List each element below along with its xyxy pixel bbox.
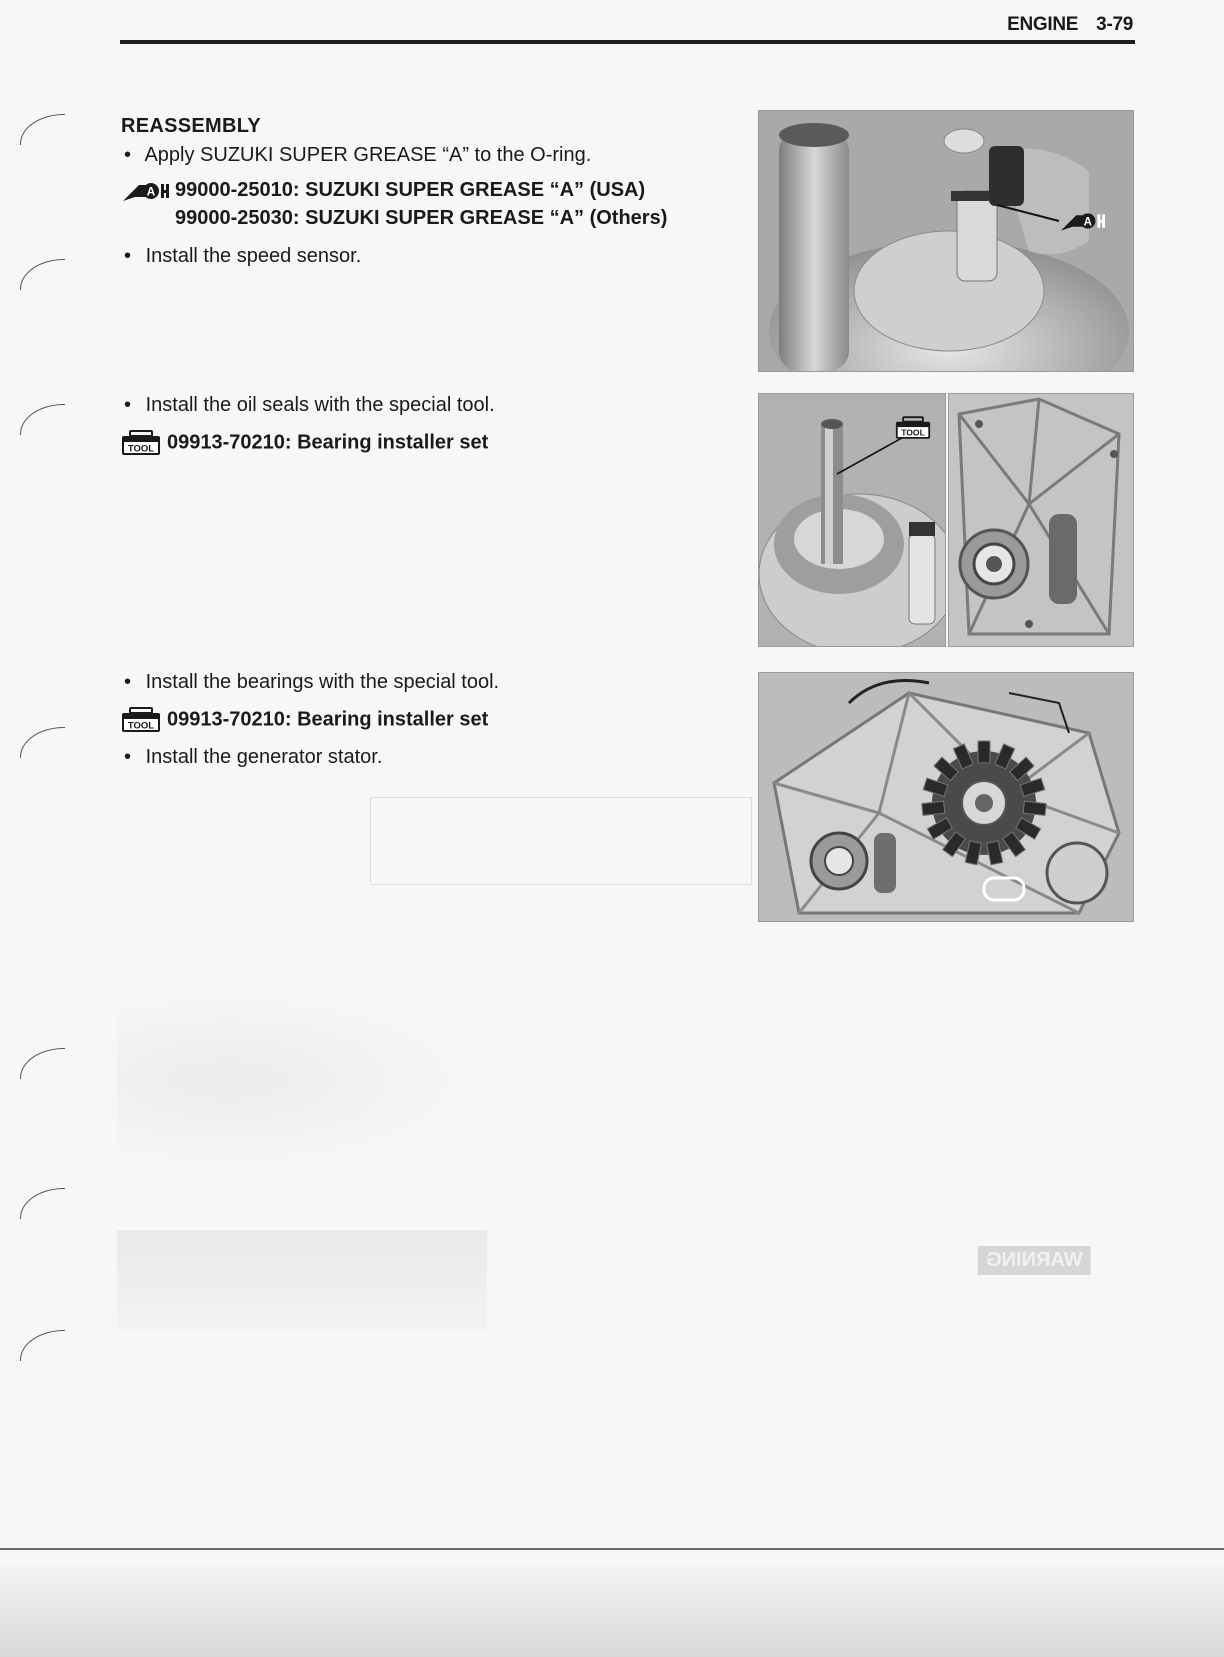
scan-edge — [0, 1565, 1224, 1657]
step-text: Apply SUZUKI SUPER GREASE “A” to the O-ring. — [144, 144, 592, 166]
footer-rule — [0, 1548, 1224, 1550]
section-heading: REASSEMBLY — [121, 115, 262, 137]
step-text: Install the bearings with the special tool. — [145, 671, 500, 693]
binder-mark — [20, 1330, 65, 1361]
photo-generator-stator — [758, 672, 1134, 922]
photo-oil-seal-left — [758, 393, 946, 647]
ghost-warning: WARNING — [978, 1246, 1091, 1275]
step-text: Install the oil seals with the special tool. — [145, 394, 495, 416]
step-text: Install the generator stator. — [145, 746, 383, 768]
step-text: Install the speed sensor. — [145, 245, 362, 267]
page-header — [1007, 14, 1133, 36]
ghost-photo — [117, 1230, 487, 1330]
tool-spec-bearings — [121, 707, 488, 733]
photo-speed-sensor — [758, 110, 1134, 372]
grease-spec-others — [175, 206, 667, 230]
step-bearings — [124, 670, 499, 694]
svg-text:A: A — [146, 184, 156, 199]
tool-icon — [121, 707, 161, 733]
grease-part-usa: 99000-25010: SUZUKI SUPER GREASE “A” (USA) — [175, 179, 646, 201]
svg-text:TOOL: TOOL — [127, 443, 155, 455]
svg-text:TOOL: TOOL — [127, 720, 155, 732]
tool-spec-oil-seals — [121, 430, 488, 456]
tool-callout-icon — [895, 416, 931, 440]
page-number: 3-79 — [1096, 14, 1133, 35]
tool-callout-label: TOOL — [901, 427, 925, 438]
step-apply-grease — [124, 143, 591, 167]
binder-mark — [20, 727, 65, 758]
tool-part-bearings: 09913-70210: Bearing installer set — [167, 708, 489, 731]
section-title: ENGINE — [1007, 14, 1079, 35]
grease-callout-icon — [1059, 209, 1105, 233]
grease-part-others: 99000-25030: SUZUKI SUPER GREASE “A” (Others) — [175, 207, 668, 229]
binder-mark — [20, 1048, 65, 1079]
ghost-table — [370, 797, 752, 885]
tool-icon — [121, 430, 161, 456]
tool-part-oil-seals: 09913-70210: Bearing installer set — [167, 431, 489, 454]
binder-mark — [20, 404, 65, 435]
step-oil-seals — [124, 393, 495, 417]
binder-mark — [20, 259, 65, 290]
grease-callout-label: A — [1083, 216, 1092, 229]
header-rule — [120, 40, 1135, 44]
photo-oil-seal-right — [948, 393, 1134, 647]
step-generator-stator — [124, 745, 382, 769]
binder-mark — [20, 1188, 65, 1219]
grease-spec-usa — [121, 178, 645, 203]
binder-mark — [20, 114, 65, 145]
ghost-photo — [117, 985, 487, 1175]
step-speed-sensor — [124, 244, 361, 268]
grease-icon — [121, 179, 169, 203]
